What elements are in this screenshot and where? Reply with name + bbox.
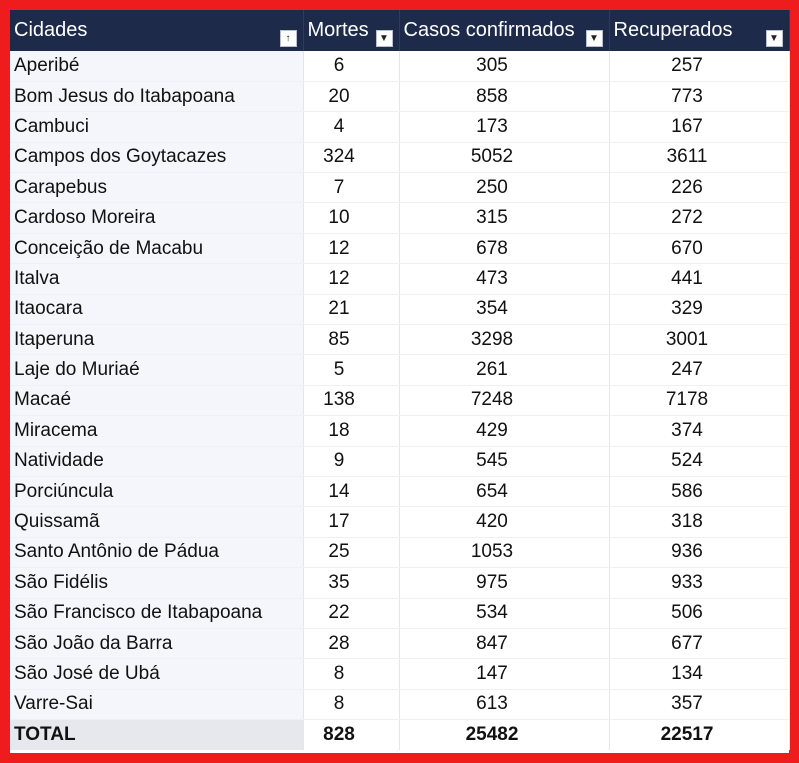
confirmed-cell[interactable]: 429	[399, 416, 609, 446]
deaths-cell[interactable]: 12	[303, 264, 399, 294]
filter-dropdown-icon[interactable]: ▼	[766, 30, 783, 47]
filter-dropdown-icon[interactable]: ▼	[376, 30, 393, 47]
deaths-cell[interactable]: 828	[303, 720, 399, 750]
deaths-cell[interactable]: 18	[303, 416, 399, 446]
city-cell[interactable]: Cardoso Moreira	[10, 203, 303, 233]
recovered-cell[interactable]: 357	[609, 689, 789, 719]
table-row[interactable]	[10, 142, 789, 172]
sort-ascending-icon[interactable]: ↑	[280, 30, 297, 47]
city-cell[interactable]: Natividade	[10, 446, 303, 476]
confirmed-cell[interactable]: 147	[399, 659, 609, 689]
deaths-cell[interactable]: 4	[303, 112, 399, 142]
city-cell[interactable]: Itaocara	[10, 294, 303, 324]
header-mortes[interactable]	[303, 10, 399, 51]
header-casos-confirmados[interactable]	[399, 10, 609, 51]
deaths-cell[interactable]: 12	[303, 233, 399, 263]
city-cell[interactable]: Santo Antônio de Pádua	[10, 537, 303, 567]
total-row[interactable]	[10, 720, 789, 750]
confirmed-cell[interactable]: 975	[399, 568, 609, 598]
confirmed-cell[interactable]: 305	[399, 51, 609, 81]
city-cell[interactable]: Campos dos Goytacazes	[10, 142, 303, 172]
confirmed-cell[interactable]: 250	[399, 173, 609, 203]
recovered-cell[interactable]: 257	[609, 51, 789, 81]
recovered-cell[interactable]: 22517	[609, 720, 789, 750]
deaths-cell[interactable]: 138	[303, 385, 399, 415]
table-row[interactable]	[10, 203, 789, 233]
table-row[interactable]	[10, 325, 789, 355]
table-row[interactable]	[10, 355, 789, 385]
deaths-cell[interactable]: 35	[303, 568, 399, 598]
city-cell[interactable]: Quissamã	[10, 507, 303, 537]
city-cell[interactable]: São João da Barra	[10, 628, 303, 658]
header-cidades[interactable]	[10, 10, 303, 51]
deaths-cell[interactable]: 10	[303, 203, 399, 233]
deaths-cell[interactable]: 9	[303, 446, 399, 476]
table-row[interactable]	[10, 385, 789, 415]
recovered-cell[interactable]: 247	[609, 355, 789, 385]
table-row[interactable]	[10, 446, 789, 476]
confirmed-cell[interactable]: 847	[399, 628, 609, 658]
confirmed-cell[interactable]: 1053	[399, 537, 609, 567]
recovered-cell[interactable]: 226	[609, 173, 789, 203]
table-row[interactable]	[10, 51, 789, 81]
table-row[interactable]	[10, 537, 789, 567]
city-cell[interactable]: Carapebus	[10, 173, 303, 203]
recovered-cell[interactable]: 524	[609, 446, 789, 476]
table-row[interactable]	[10, 659, 789, 689]
confirmed-cell[interactable]: 173	[399, 112, 609, 142]
city-cell[interactable]: Aperibé	[10, 51, 303, 81]
city-cell[interactable]: Laje do Muriaé	[10, 355, 303, 385]
deaths-cell[interactable]: 14	[303, 476, 399, 506]
confirmed-cell[interactable]: 613	[399, 689, 609, 719]
filter-dropdown-icon[interactable]: ▼	[586, 30, 603, 47]
deaths-cell[interactable]: 6	[303, 51, 399, 81]
deaths-cell[interactable]: 8	[303, 689, 399, 719]
table-row[interactable]	[10, 173, 789, 203]
recovered-cell[interactable]: 3611	[609, 142, 789, 172]
recovered-cell[interactable]: 3001	[609, 325, 789, 355]
table-row[interactable]	[10, 81, 789, 111]
table-row[interactable]	[10, 598, 789, 628]
table-row[interactable]	[10, 416, 789, 446]
confirmed-cell[interactable]: 5052	[399, 142, 609, 172]
deaths-cell[interactable]: 85	[303, 325, 399, 355]
confirmed-cell[interactable]: 534	[399, 598, 609, 628]
deaths-cell[interactable]: 324	[303, 142, 399, 172]
table-row[interactable]	[10, 568, 789, 598]
city-cell[interactable]: São Fidélis	[10, 568, 303, 598]
header-label: Cidades	[14, 19, 88, 41]
table-row[interactable]	[10, 112, 789, 142]
confirmed-cell[interactable]: 25482	[399, 720, 609, 750]
table-row[interactable]	[10, 264, 789, 294]
recovered-cell[interactable]: 773	[609, 81, 789, 111]
deaths-cell[interactable]: 25	[303, 537, 399, 567]
recovered-cell[interactable]: 586	[609, 476, 789, 506]
city-cell[interactable]: Cambuci	[10, 112, 303, 142]
recovered-cell[interactable]: 7178	[609, 385, 789, 415]
confirmed-cell[interactable]: 654	[399, 476, 609, 506]
deaths-cell[interactable]: 5	[303, 355, 399, 385]
recovered-cell[interactable]: 933	[609, 568, 789, 598]
recovered-cell[interactable]: 506	[609, 598, 789, 628]
covid-cities-table	[10, 10, 790, 750]
confirmed-cell[interactable]: 354	[399, 294, 609, 324]
confirmed-cell[interactable]: 315	[399, 203, 609, 233]
city-cell[interactable]: Varre-Sai	[10, 689, 303, 719]
confirmed-cell[interactable]: 3298	[399, 325, 609, 355]
confirmed-cell[interactable]: 261	[399, 355, 609, 385]
recovered-cell[interactable]: 167	[609, 112, 789, 142]
confirmed-cell[interactable]: 473	[399, 264, 609, 294]
city-cell[interactable]: Macaé	[10, 385, 303, 415]
recovered-cell[interactable]: 318	[609, 507, 789, 537]
confirmed-cell[interactable]: 420	[399, 507, 609, 537]
deaths-cell[interactable]: 20	[303, 81, 399, 111]
header-recuperados[interactable]	[609, 10, 789, 51]
city-cell[interactable]: São Francisco de Itabapoana	[10, 598, 303, 628]
header-label: Casos confirmados	[403, 19, 575, 41]
header-label: Mortes	[307, 19, 369, 41]
table-header-row	[10, 10, 789, 51]
recovered-cell[interactable]: 677	[609, 628, 789, 658]
table-row[interactable]	[10, 476, 789, 506]
confirmed-cell[interactable]: 858	[399, 81, 609, 111]
table-row[interactable]	[10, 628, 789, 658]
city-cell[interactable]: São José de Ubá	[10, 659, 303, 689]
confirmed-cell[interactable]: 7248	[399, 385, 609, 415]
deaths-cell[interactable]: 17	[303, 507, 399, 537]
city-cell[interactable]: Porciúncula	[10, 476, 303, 506]
table-row[interactable]	[10, 294, 789, 324]
table-body	[10, 51, 789, 750]
city-cell[interactable]: Italva	[10, 264, 303, 294]
confirmed-cell[interactable]: 545	[399, 446, 609, 476]
recovered-cell[interactable]: 936	[609, 537, 789, 567]
recovered-cell[interactable]: 134	[609, 659, 789, 689]
recovered-cell[interactable]: 441	[609, 264, 789, 294]
city-cell[interactable]: Miracema	[10, 416, 303, 446]
table-row[interactable]	[10, 233, 789, 263]
recovered-cell[interactable]: 272	[609, 203, 789, 233]
deaths-cell[interactable]: 22	[303, 598, 399, 628]
recovered-cell[interactable]: 329	[609, 294, 789, 324]
city-cell[interactable]: TOTAL	[10, 720, 303, 750]
deaths-cell[interactable]: 21	[303, 294, 399, 324]
confirmed-cell[interactable]: 678	[399, 233, 609, 263]
table-row[interactable]	[10, 689, 789, 719]
deaths-cell[interactable]: 28	[303, 628, 399, 658]
recovered-cell[interactable]: 670	[609, 233, 789, 263]
recovered-cell[interactable]: 374	[609, 416, 789, 446]
header-label: Recuperados	[613, 19, 733, 41]
city-cell[interactable]: Itaperuna	[10, 325, 303, 355]
deaths-cell[interactable]: 8	[303, 659, 399, 689]
deaths-cell[interactable]: 7	[303, 173, 399, 203]
city-cell[interactable]: Bom Jesus do Itabapoana	[10, 81, 303, 111]
table-row[interactable]	[10, 507, 789, 537]
city-cell[interactable]: Conceição de Macabu	[10, 233, 303, 263]
